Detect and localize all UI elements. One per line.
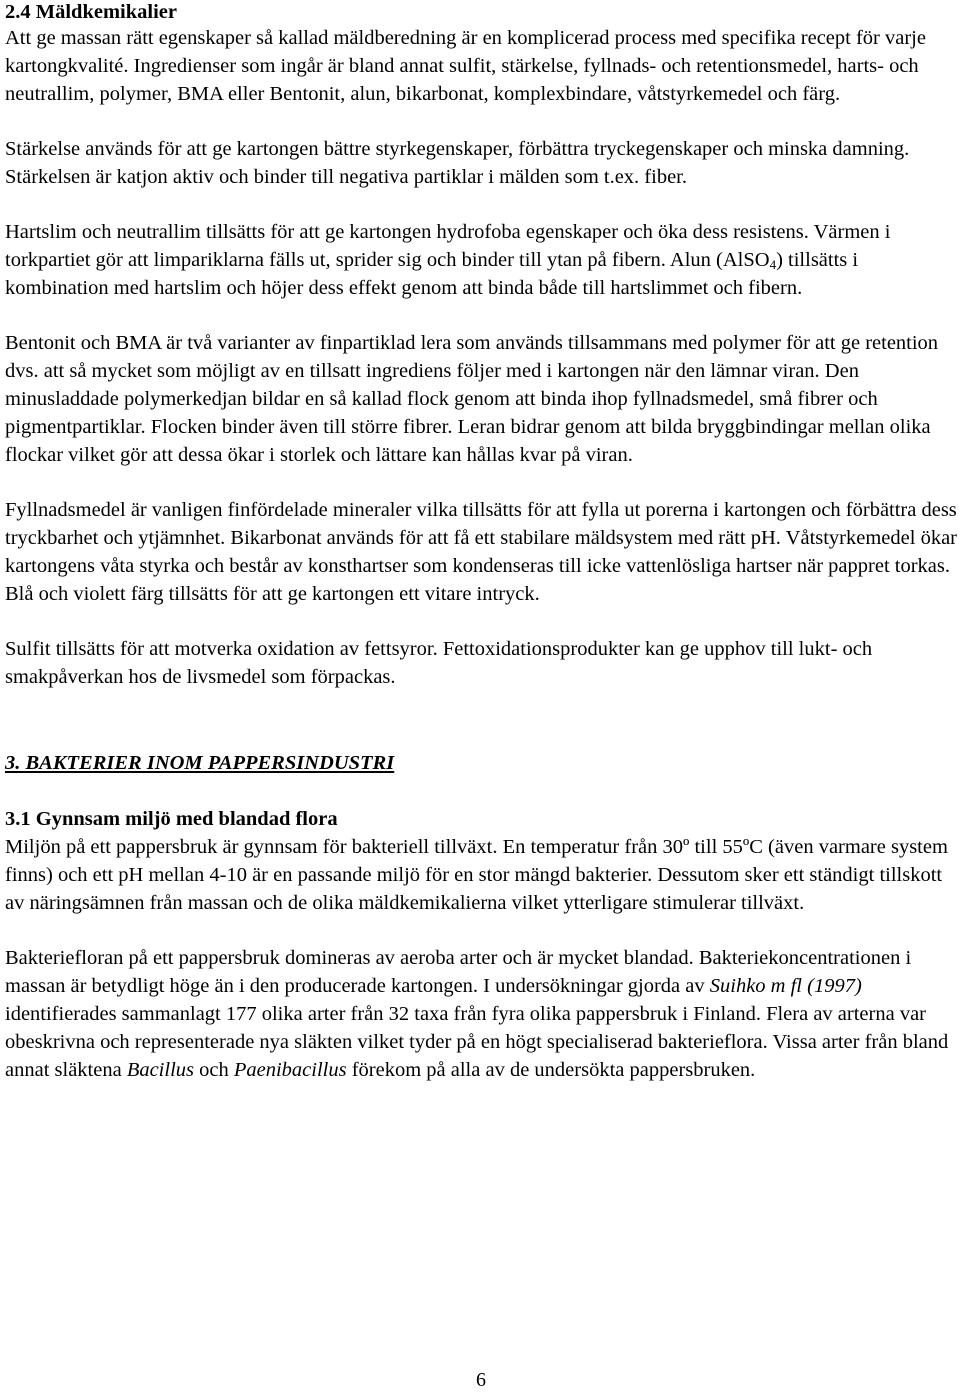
paragraph-fyllnadsmedel: Fyllnadsmedel är vanligen finfördelade mineraler vilka tillsätts för att fylla ut porerna i kartongen och förbättra dess tryckbarhet och ytjämnhet. Bikarbonat används för att få ett stabilare mäldsystem med rätt pH. Våtstyrkemedel ökar kartongens våta styrka och består av konsthartser som kondenseras till icke vattenlösliga hartser när pappret torkas. Blå och violett färg tillsätts för att ge kartongen ett vitare intryck. — [5, 499, 957, 605]
paragraph-sulfit: Sulfit tillsätts för att motverka oxidation av fettsyror. Fettoxidationsprodukter kan ge upphov till lukt- och smakpåverkan hos de livsmedel som förpackas. — [5, 638, 873, 688]
bakterie-text-c: och — [194, 1059, 234, 1081]
bakterie-text-d: förekom på alla av de undersökta pappersbruken. — [346, 1059, 756, 1081]
paragraph-bakteriefloran — [5, 944, 957, 1084]
section-heading-2-4: 2.4 Mäldkemikalier — [5, 1, 177, 23]
hartslim-text-b: ) tillsätts i kombination med hartslim och höjer dess effekt genom att binda både till hartslimmet och fibern. — [5, 249, 859, 299]
paragraph-maldberedning: Att ge massan rätt egenskaper så kallad mäldberedning är en komplicerad process med specifika recept för varje kartongkvalité. Ingredienser som ingår är bland annat sulfit, stärkelse, fyllnads- och retentionsmedel, harts- och neutrallim, polymer, BMA eller Bentonit, alun, bikarbonat, komplexbindare, våtstyrkemedel och färg. — [5, 27, 926, 105]
subscript-4: 4 — [769, 257, 777, 272]
bakterie-text-b: identifierades sammanlagt 177 olika arter från 32 taxa från fyra olika pappersbruk i Finland. Flera av arterna var obeskrivna och representerade nya släkten vilket tyder på en högt specialiserad bakterieflora. Vissa arter från bland annat släktena — [5, 1003, 949, 1081]
document-page — [5, 0, 957, 1084]
chapter-heading-3: 3. BAKTERIER INOM PAPPERSINDUSTRI — [5, 752, 395, 774]
paragraph-hartslim — [5, 218, 957, 302]
hartslim-text-a: Hartslim och neutrallim tillsätts för att ge kartongen hydrofoba egenskaper och öka dess resistens. Värmen i torkpartiet gör att limpariklarna fälls ut, sprider sig och binder till ytan på fibern. Alun (AlSO — [5, 221, 891, 271]
page-number: 6 — [476, 1369, 486, 1391]
paragraph-starkelse: Stärkelse används för att ge kartongen bättre styrkegenskaper, förbättra tryckegenskaper och minska damning. Stärkelsen är katjon aktiv och binder till negativa partiklar i mälden som t.ex. fiber. — [5, 138, 910, 188]
paragraph-bentonit: Bentonit och BMA är två varianter av finpartiklad lera som används tillsammans med polymer för att ge retention dvs. att så mycket som möjligt av en tillsatt ingrediens följer med i kartongen när den lämnar viran. Den minusladdade polymerkedjan bildar en så kallad flock genom att binda ihop fyllnadsmedel, små fibrer och pigmentpartiklar. Flocken binder även till större fibrer. Leran bidrar genom att bilda bryggbindingar mellan olika flockar vilket gör att dessa ökar i storlek och lättare kan hållas kvar på viran. — [5, 332, 939, 466]
section-heading-3-1: 3.1 Gynnsam miljö med blandad flora — [5, 808, 338, 830]
genus-bacillus: Bacillus — [126, 1059, 194, 1081]
bakterie-text-a: Bakteriefloran på ett pappersbruk domineras av aeroba arter och är mycket blandad. Bakteriekoncentrationen i massan är betydligt höge än i den producerade kartongen. I undersökningar gjorda av — [5, 947, 912, 997]
genus-paenibacillus: Paenibacillus — [233, 1059, 347, 1081]
citation: Suihko m fl (1997) — [709, 975, 862, 997]
paragraph-miljo: Miljön på ett pappersbruk är gynnsam för bakteriell tillväxt. En temperatur från 30º till 55ºC (även varmare system finns) och ett pH mellan 4-10 är en passande miljö för en stor mängd bakterier. Dessutom sker ett ständigt tillskott av näringsämnen från massan och de olika mäldkemikalierna vilket ytterligare stimulerar tillväxt. — [5, 836, 948, 914]
